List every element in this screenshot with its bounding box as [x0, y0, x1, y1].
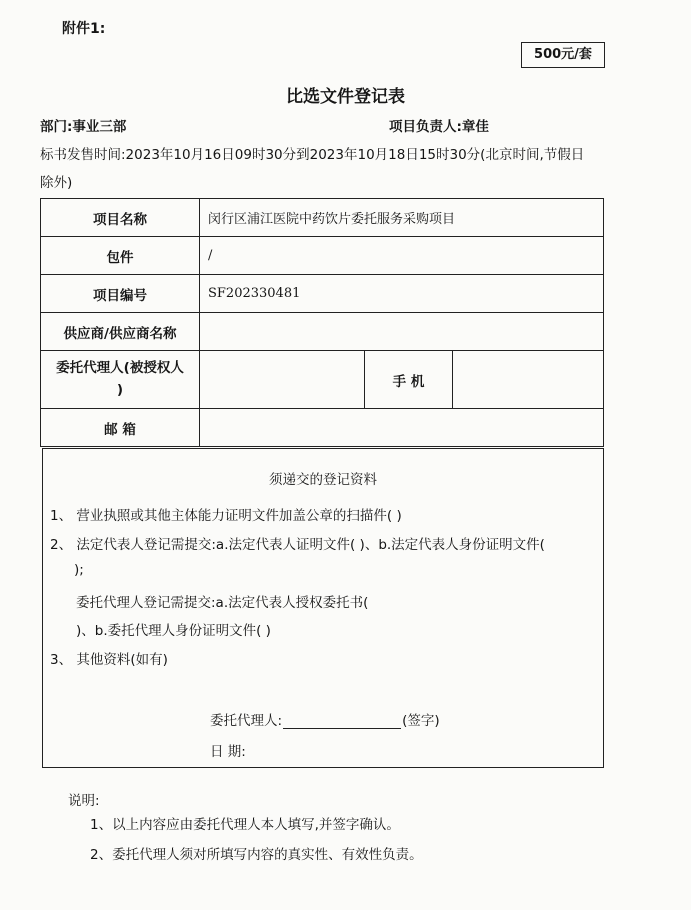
sale-time-line-2: 除外)	[40, 175, 73, 191]
project-number-value: SF202330481	[200, 275, 604, 313]
department-label: 部门:事业三部	[40, 119, 127, 135]
project-number-label: 项目编号	[41, 275, 200, 313]
table-row	[41, 275, 604, 313]
project-name-value: 闵行区浦江医院中药饮片委托服务采购项目	[200, 199, 604, 237]
project-owner-label: 项目负责人:章佳	[389, 119, 489, 135]
signer-label: 委托代理人:	[210, 713, 283, 729]
materials-item-2-line-1: 2、 法定代表人登记需提交:a.法定代表人证明文件( )、b.法定代表人身份证明文件(	[50, 537, 545, 553]
sale-time-line-1: 标书发售时间:2023年10月16日09时30分到2023年10月18日15时30分(北京时间,节假日	[40, 147, 585, 163]
package-value: /	[200, 237, 604, 275]
page-title: 比选文件登记表	[286, 87, 405, 107]
agent-label	[41, 351, 200, 409]
materials-item-2-line-3: 委托代理人登记需提交:a.法定代表人授权委托书(	[76, 595, 369, 611]
materials-heading: 须递交的登记资料	[269, 472, 377, 488]
note-1: 1、以上内容应由委托代理人本人填写,并签字确认。	[90, 817, 400, 833]
supplier-value[interactable]	[200, 313, 604, 351]
table-row	[41, 199, 604, 237]
agent-value[interactable]	[200, 351, 365, 409]
registration-table	[40, 198, 604, 447]
materials-item-1: 1、 营业执照或其他主体能力证明文件加盖公章的扫描件( )	[50, 508, 402, 524]
materials-item-2-line-2: );	[74, 562, 84, 578]
note-2: 2、委托代理人须对所填写内容的真实性、有效性负责。	[90, 847, 423, 863]
project-name-label: 项目名称	[41, 199, 200, 237]
attachment-label: 附件1:	[62, 21, 106, 37]
email-value[interactable]	[200, 409, 604, 447]
agent-label-line-2: )	[116, 382, 124, 398]
notes-heading: 说明:	[68, 793, 100, 809]
phone-value[interactable]	[453, 351, 604, 409]
table-row	[41, 351, 604, 409]
email-label: 邮 箱	[41, 409, 200, 447]
table-row	[41, 313, 604, 351]
table-row	[41, 409, 604, 447]
signature-row	[210, 709, 440, 729]
phone-label: 手 机	[365, 351, 453, 409]
price-box: 500元/套	[521, 42, 605, 68]
supplier-label: 供应商/供应商名称	[41, 313, 200, 351]
package-label: 包件	[41, 237, 200, 275]
table-row	[41, 237, 604, 275]
signature-line[interactable]	[283, 714, 401, 729]
signature-note: (签字)	[402, 713, 440, 729]
agent-label-line-1: 委托代理人(被授权人	[56, 360, 184, 376]
materials-item-3: 3、 其他资料(如有)	[50, 652, 168, 668]
date-label: 日 期:	[210, 744, 246, 760]
materials-item-2-line-4: )、b.委托代理人身份证明文件( )	[76, 623, 271, 639]
